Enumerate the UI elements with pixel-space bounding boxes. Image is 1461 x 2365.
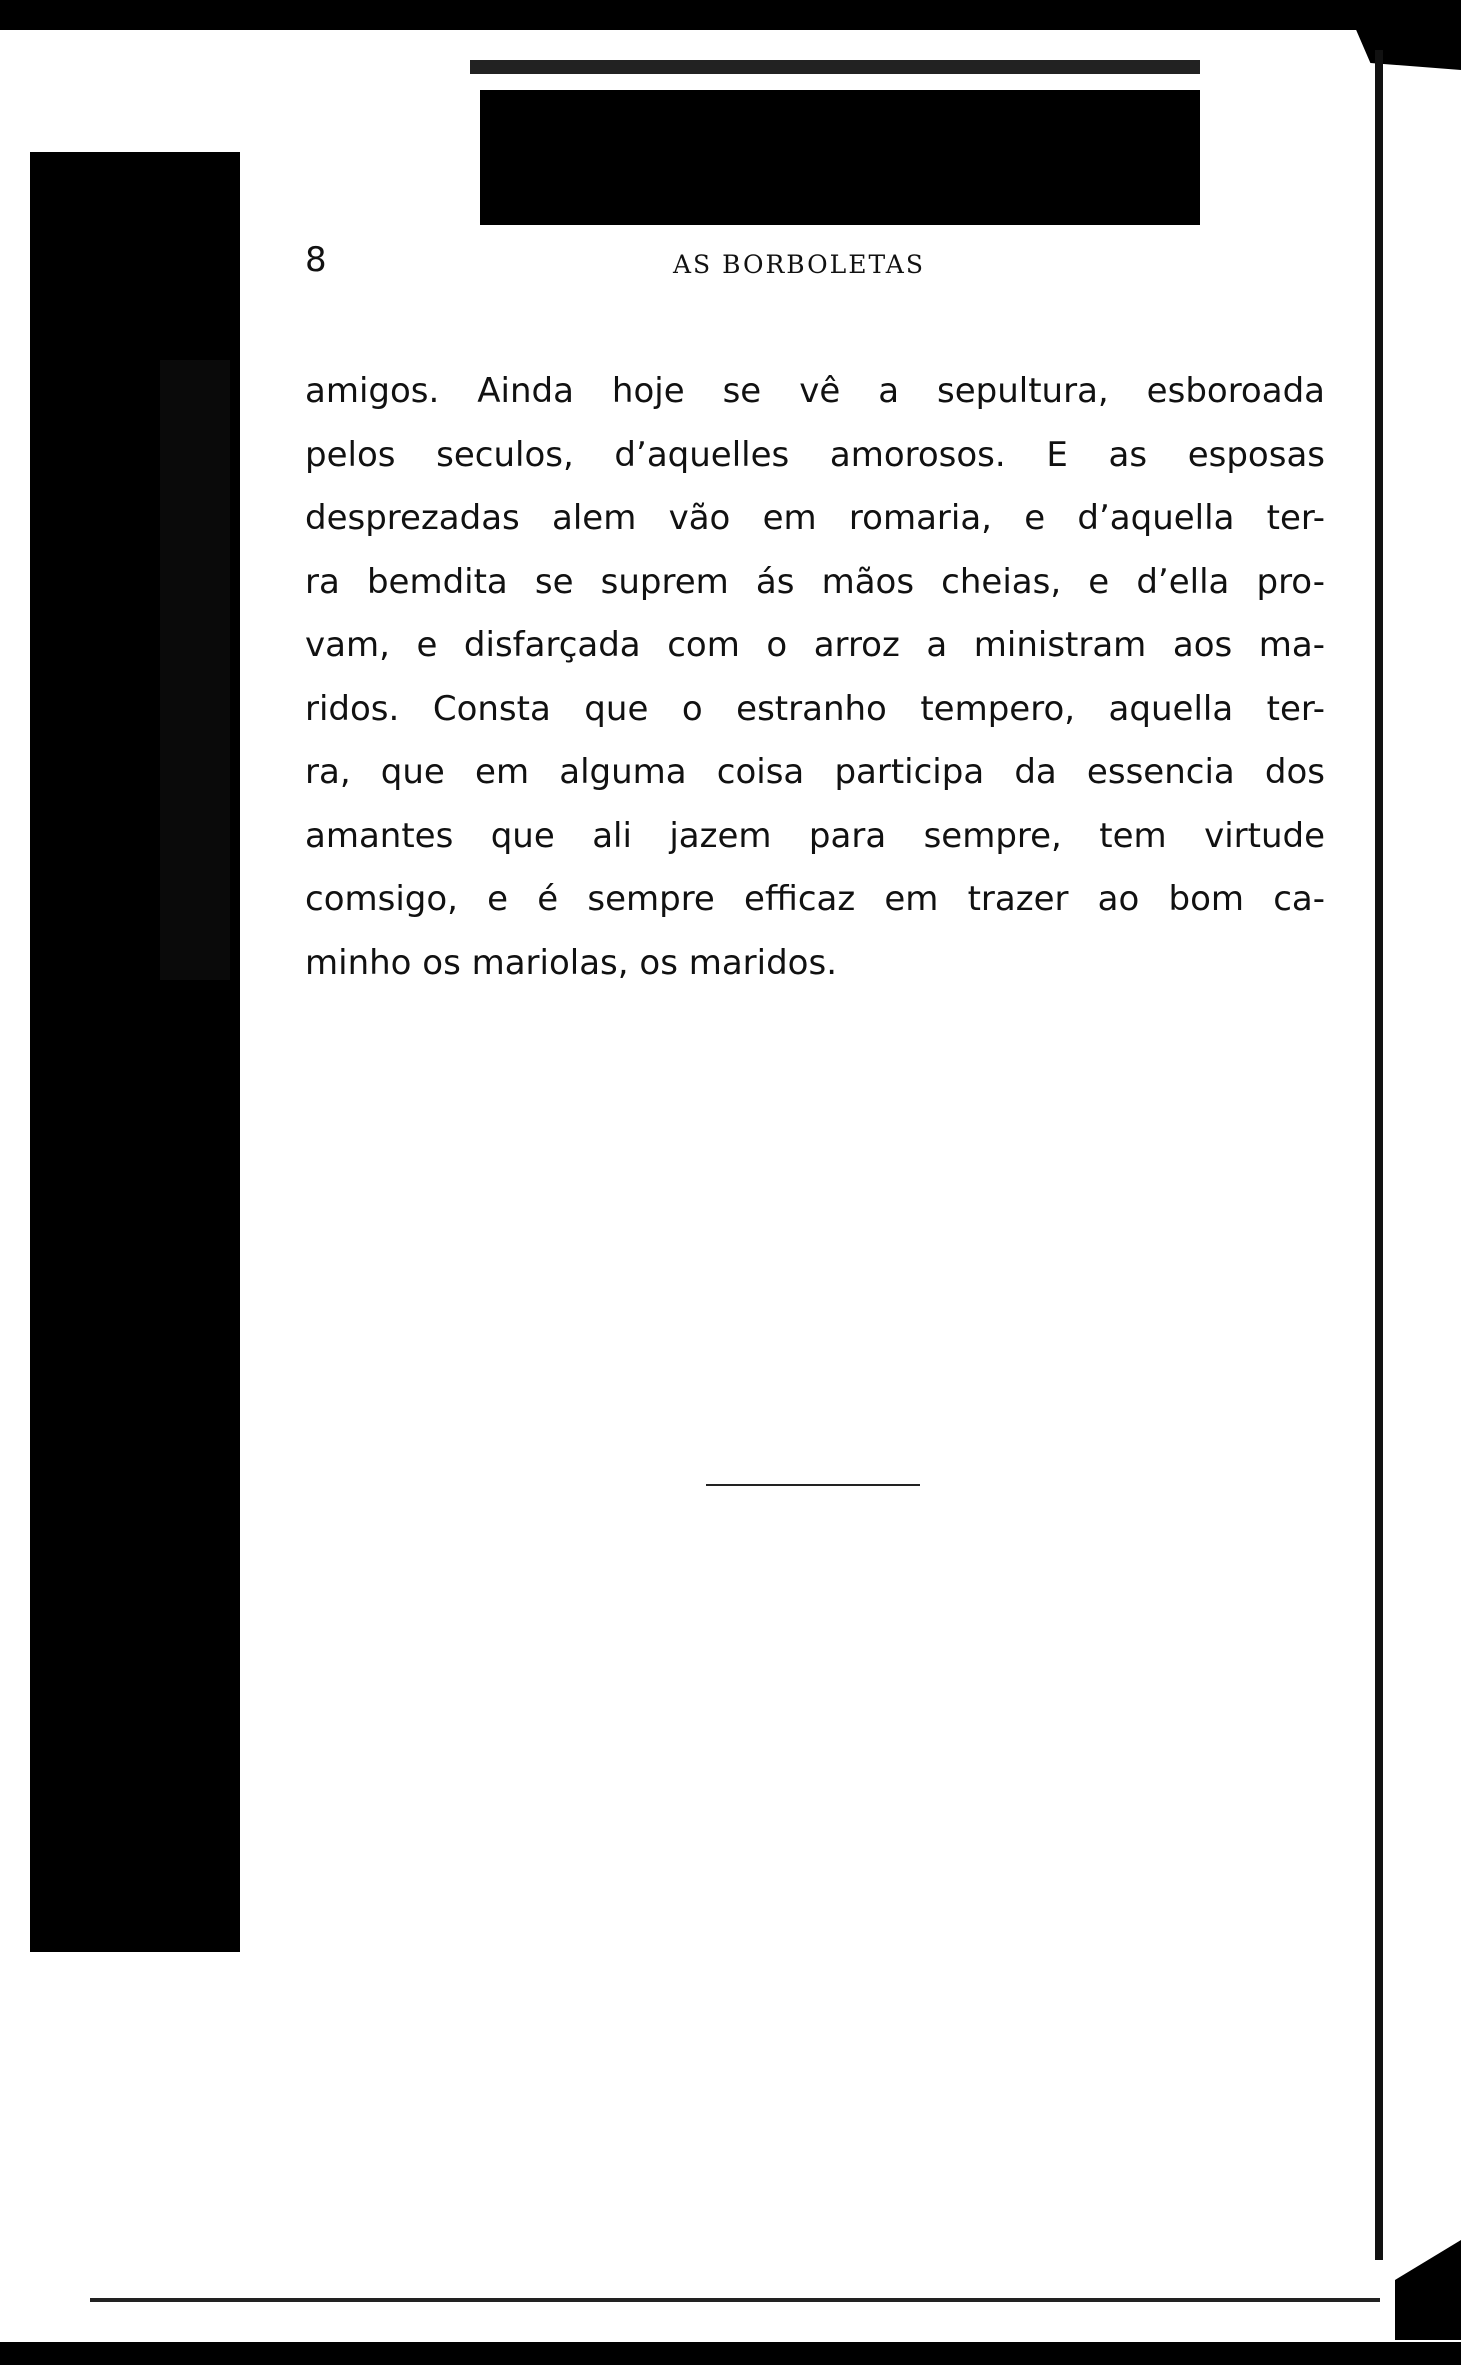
page-header <box>305 240 1325 290</box>
text-line: pelos seculos, d’aquelles amorosos. E as esposas <box>305 434 1325 475</box>
scan-border-top-block <box>480 90 1200 225</box>
section-divider-rule <box>706 1484 920 1486</box>
text-line: comsigo, e é sempre efficaz em trazer ao bom ca- <box>305 879 1325 919</box>
scan-border-right <box>1375 50 1383 2260</box>
page-number: 8 <box>305 240 327 280</box>
scan-border-left-edge <box>160 360 230 980</box>
text-line: desprezadas alem vão em romaria, e d’aquella ter- <box>305 498 1325 538</box>
scan-border-top-strip <box>470 60 1200 74</box>
text-line: minho os mariolas, os maridos. <box>305 942 837 983</box>
text-line: ridos. Consta que o estranho tempero, aquella ter- <box>305 688 1325 729</box>
text-line: ra, que em alguma coisa participa da essencia dos <box>305 752 1325 792</box>
scan-border-bottom <box>0 2342 1461 2365</box>
text-line: amantes que ali jazem para sempre, tem virtude <box>305 815 1325 856</box>
running-head: AS BORBOLETAS <box>673 250 925 279</box>
scan-border-bottom-line <box>90 2298 1380 2302</box>
scan-border-bottom-right-corner <box>1395 2240 1461 2340</box>
text-line: amigos. Ainda hoje se vê a sepultura, esboroada <box>305 371 1325 411</box>
text-line: vam, e disfarçada com o arroz a ministram aos ma- <box>305 625 1325 665</box>
text-line: ra bemdita se suprem ás mãos cheias, e d’ella pro- <box>305 561 1325 602</box>
body-paragraph <box>305 360 1325 995</box>
scan-border-top <box>0 0 1380 30</box>
